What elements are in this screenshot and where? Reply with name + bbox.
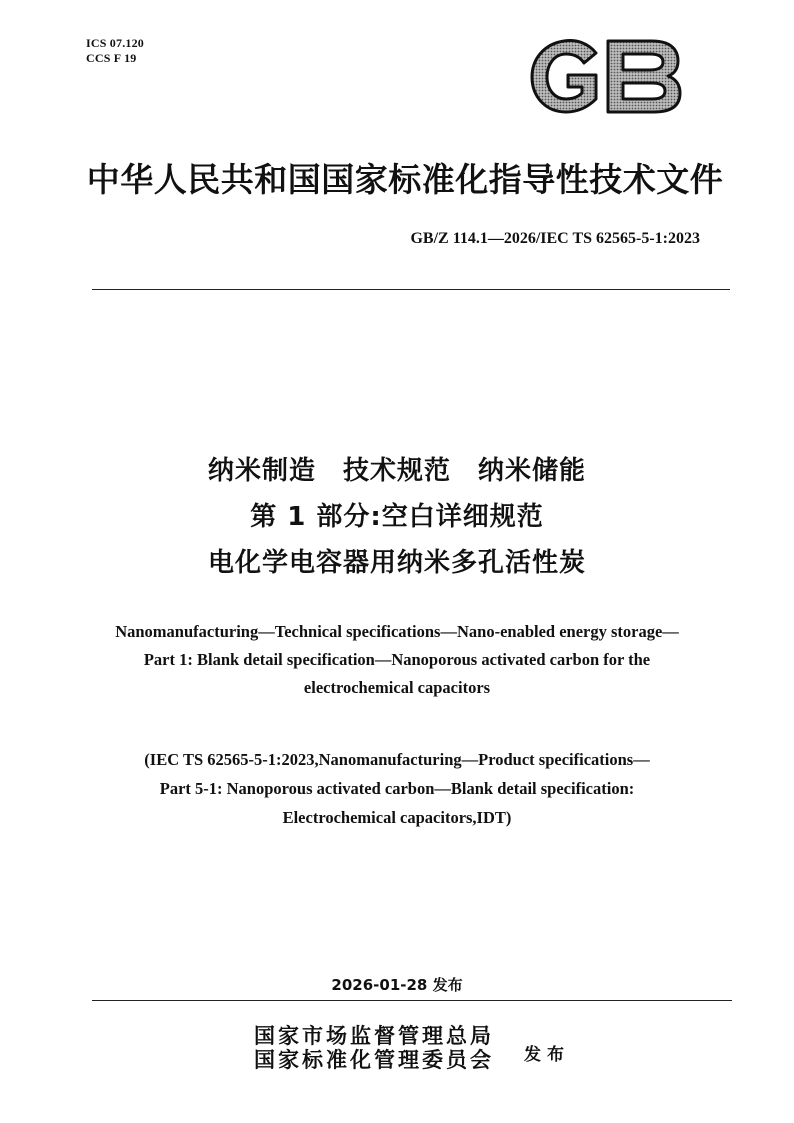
equivalence-line-1: (IEC TS 62565-5-1:2023,Nanomanufacturing—Product specifications— <box>144 750 650 769</box>
top-divider <box>92 289 730 290</box>
document-type: 中华人民共和国国家标准化指导性技术文件 <box>86 160 724 199</box>
issuer-samr: 国家市场监督管理总局 <box>254 1023 494 1048</box>
gb-logo-text: GB <box>526 35 528 36</box>
chinese-title-line-2: 第 1 部分:空白详细规范 <box>250 502 544 532</box>
chinese-title <box>40 448 754 586</box>
issuer-sac: 国家标准化管理委员会 <box>254 1047 494 1072</box>
english-title-line-3: electrochemical capacitors <box>303 678 491 697</box>
english-title <box>40 618 754 702</box>
equivalence-line-3: Electrochemical capacitors,IDT) <box>282 808 512 827</box>
chinese-title-line-1: 纳米制造 技术规范 纳米储能 <box>207 456 586 486</box>
english-title-line-2: Part 1: Blank detail specification—Nanoporous activated carbon for the <box>143 650 651 669</box>
issuing-authorities <box>254 1024 494 1072</box>
chinese-title-line-3: 电化学电容器用纳米多孔活性炭 <box>207 548 586 578</box>
issue-label: 发布 <box>524 1045 570 1065</box>
equivalence-line-2: Part 5-1: Nanoporous activated carbon—Blank detail specification: <box>159 779 635 798</box>
ccs-code: CCS F 19 <box>86 51 137 65</box>
bottom-divider <box>92 1000 732 1001</box>
standard-number: GB/Z 114.1—2026/IEC TS 62565-5-1:2023 <box>410 230 700 247</box>
ics-code: ICS 07.120 <box>86 36 145 50</box>
gb-logo <box>526 35 686 117</box>
classification-codes <box>86 36 144 66</box>
equivalence-statement <box>40 745 754 832</box>
issue-date: 2026-01-28 发布 <box>331 976 463 994</box>
english-title-line-1: Nanomanufacturing—Technical specifications—Nano-enabled energy storage— <box>115 622 679 641</box>
